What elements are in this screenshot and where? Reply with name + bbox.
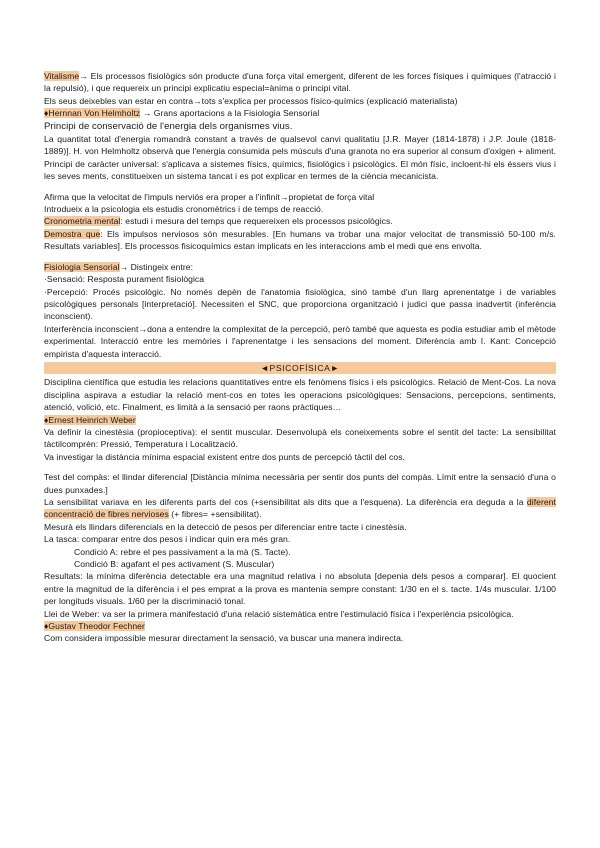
- weber-kinesthesia: Va definir la cinestèsia (propioceptiva): el sentit muscular. Desenvolupà els coneixements sobre el sentit del tacte: La sensibilitat tàctilcomprèn: Pressió, Temperatura i Localització.: [44, 426, 556, 450]
- condition-a: Condició A: rebre el pes passivament a la mà (S. Tacte).: [74, 546, 291, 557]
- chronometry-term: Cronometria mental: [44, 216, 121, 227]
- vitalisme-paragraph: [44, 70, 556, 95]
- weber-law: Llei de Weber: va ser la primera manifestació d'una relació sistemàtica entre l'estimulació física i l'experiència psicològica.: [44, 608, 514, 619]
- fechner-heading: [44, 620, 556, 632]
- results-paragraph: Resultats: la mínima diferència detectable era una magnitud relativa i no absoluta [depenia dels pesos a comparar]. El quocient entre la magnitud de la diferència i el pes emprat a la prova es mantenia sempre constant: 1/30 en el s. tacte. 1/4s muscular. 1/100 per longituds visuals. 1/60 per la discriminació tonal.: [44, 571, 556, 607]
- sensory-physiology-term: Fisiologia Sensorial: [44, 261, 120, 272]
- sensitivity-text-b: (+ fibres= +sensibilitat).: [168, 509, 262, 520]
- sensory-physiology-rest: → Distingeix entre:: [119, 261, 194, 272]
- demonstration-text: : Els impulsos nerviosos són mesurables. [En humans va trobar una major velocitat de transmissió 50-100 m/s. Resultats variables]. Els processos fisicoquímics estan implicats en les interaccions amb el medi que ens envolta.: [44, 228, 556, 252]
- sensory-physiology-heading: [44, 261, 556, 273]
- helmholtz-heading: [44, 107, 556, 119]
- perception-item: ·Percepció: Procés psicològic. No només depèn de l'anatomia fisiològica, sinó també d'un llarg aprenentatge i de variables psicològiques personals [interpretació]. Necessiten el SNC, que proporciona organització i judici que passa inadvertit (inferència inconscient).: [44, 286, 556, 322]
- chronometry-text: : estudi i mesura del temps que requereixen els processos psicològics.: [120, 216, 393, 227]
- chronometry-intro: Introdueix a la psicologia els estudis cronomètrics i de temps de reacció.: [44, 204, 324, 215]
- thresholds-measure: Mesurà els llindars diferencials en la detecció de pesos per diferenciar entre tacte i cinestèsia.: [44, 521, 407, 532]
- nerve-fiber-highlight: diferent concentració de fibres nervioses: [44, 497, 556, 520]
- sensitivity-paragraph: [44, 496, 556, 521]
- weber-spatial-distance: Va investigar la distància mínima espacial existent entre dos punts de percepció tàctil del cos.: [44, 451, 405, 462]
- vitalisme-disciples: Els seus deixebles van estar en contra→tots s'explica per processos físico-químics (explicació materialista): [44, 95, 458, 106]
- task-description: La tasca: comparar entre dos pesos i indicar quin era més gran.: [44, 534, 291, 545]
- helmholtz-contribution: → Grans aportacions a la Fisiologia Sensorial: [140, 108, 320, 119]
- psychophysics-definition: Disciplina científica que estudia les relacions quantitatives entre els fenòmens físics i els psicològics. Relació de Ment-Cos. La nova disciplina aspirava a estudiar la relació ment-cos en totes les operacions psicològiques: Sensacions, percepcions, sentiments, atenció, volició, etc. Finalment, es limità a la sensació per raons pràctiques…: [44, 377, 556, 413]
- condition-b: Condició B: agafant el pes activament (S. Muscular): [74, 559, 275, 570]
- unconscious-inference-paragraph: Interferència inconscient→dona a entendre la complexitat de la percepció, però també que aquesta es podia estudiar amb el mètode experimental. Interacció entre les memòries i l'aprenentatge i les sensacions del moment. Diferència amb I. Kant: Concepció empirista d'aquesta interacció.: [44, 323, 556, 359]
- demonstration-term: Demostra que: [44, 228, 101, 239]
- sensation-item: ·Sensació: Resposta purament fisiològica: [44, 274, 205, 285]
- weber-heading: [44, 414, 556, 426]
- weber-name: ♦Ernest Heinrich Weber: [44, 414, 136, 425]
- compass-test: Test del compàs: el llindar diferencial [Distància mínima necessària per sentir dos punts del compàs. Límit entre la sensació d'una o dues punxades.]: [44, 472, 556, 495]
- psychophysics-banner: ◄PSICOFÍSICA►: [44, 362, 556, 374]
- velocity-claim: Afirma que la velocitat de l'impuls nerviós era proper a l'infinit→propietat de força vital: [44, 191, 375, 202]
- chronometry-definition: [44, 215, 556, 227]
- helmholtz-principle: Principi de conservació de l'energia dels organismes vius.: [44, 120, 293, 132]
- sensitivity-text-a: La sensibilitat variava en les diferents parts del cos (+sensibilitat als dits que a l'esquena). La diferència era deguda a la: [44, 497, 527, 507]
- vitalisme-definition: → Els processos fisiològics són producte d'una força vital emergent, diferent de les forces físiques i químiques (l'atracció i la repulsió), i que requereix un principi explicatiu especial=ànima o principi vital.: [44, 71, 556, 94]
- vitalisme-term: Vitalisme: [44, 71, 80, 81]
- fechner-paragraph: Com considera impossible mesurar directament la sensació, va buscar una manera indirecta.: [44, 633, 404, 644]
- demonstration-paragraph: [44, 228, 556, 253]
- fechner-name: ♦Gustav Theodor Fechner: [44, 621, 145, 632]
- document-page: [44, 70, 556, 645]
- helmholtz-name: ♦Hernnan Von Helmholtz: [44, 108, 141, 119]
- helmholtz-paragraph: La quantitat total d'energia romandrà constant a través de qualsevol canvi qualitatiu [J.R. Mayer (1814-1878) i J.P. Joule (1818-1889)]. H. von Helmholtz observà que l'energia consumida pels músculs d'una granota no era superior al consum d'oxigen + aliment. Principi de caràcter universal: s'aplicava a sistemes físics, químics, fisiològics i psicològics. El món físic, incloent-hi els éssers vius i les seves ments, constitueixen un sistema tancat i es pot explicar en termes de la ciència mecanicista.: [44, 134, 556, 182]
